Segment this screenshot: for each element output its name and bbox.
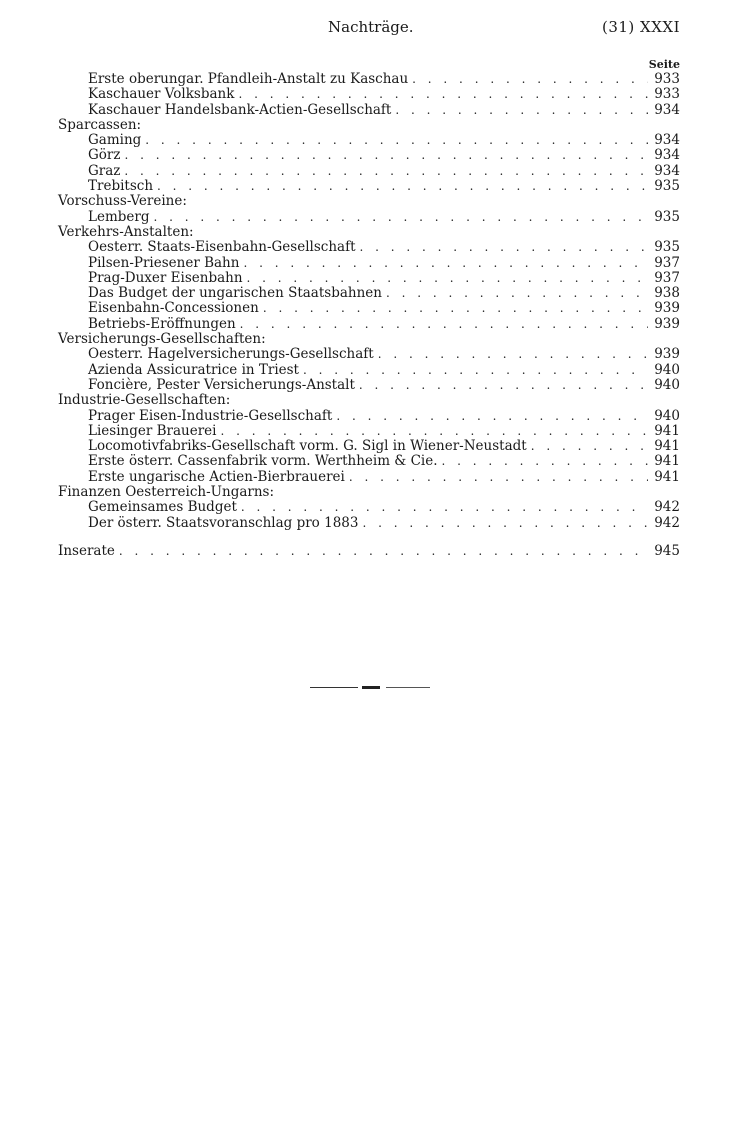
dot-leader: [220, 424, 648, 439]
toc-entry-label: Verkehrs-Anstalten:: [58, 223, 194, 240]
toc-entry-page: 942: [654, 514, 680, 531]
dot-leader: [336, 409, 648, 424]
ornamental-rule: [310, 686, 430, 690]
toc-entry: [58, 240, 680, 255]
toc-entry-page: 945: [654, 542, 680, 559]
toc-entry-page: 939: [654, 346, 680, 363]
toc-entry-label: Trebitsch: [88, 178, 154, 195]
page-number: (31) XXXI: [601, 18, 680, 36]
toc-entry-label: Finanzen Oesterreich-Ungarns:: [58, 484, 275, 501]
toc-entry: [58, 256, 680, 271]
toc-entry: [58, 301, 680, 316]
dot-leader: [238, 87, 648, 102]
toc-entry-page: 939: [654, 315, 680, 332]
dot-leader: [359, 378, 648, 393]
toc-section-heading: [58, 225, 680, 240]
dot-leader: [241, 500, 648, 515]
toc-entry-label: Gemeinsames Budget: [88, 499, 237, 516]
toc-entry-page: 940: [654, 361, 680, 378]
dot-leader: [349, 470, 648, 485]
toc-entry-label: Versicherungs-Gesellschaften:: [58, 331, 266, 348]
toc-entry: [58, 133, 680, 148]
toc-entry-label: Inserate: [58, 542, 115, 559]
toc-entry-label: Azienda Assicuratrice in Triest: [88, 361, 299, 378]
toc-entry: [58, 439, 680, 454]
toc-entry-page: 942: [654, 499, 680, 516]
toc-entry-page: 941: [654, 438, 680, 455]
toc-section-heading: [58, 194, 680, 209]
dot-leader: [362, 516, 648, 531]
toc-entry: [58, 271, 680, 286]
toc-entry-page: 933: [654, 71, 680, 87]
toc-entry-label: Oesterr. Staats-Eisenbahn-Gesellschaft: [88, 239, 356, 256]
toc-entry-label: Prager Eisen-Industrie-Gesellschaft: [88, 407, 333, 424]
toc-entry-label: Liesinger Brauerei: [88, 422, 217, 439]
toc-entry-label: Kaschauer Handelsbank-Actien-Gesellschaft: [88, 101, 392, 118]
page-header: [58, 18, 680, 40]
toc-entry-label: Graz: [88, 162, 121, 179]
toc-entry: [58, 179, 680, 194]
dot-leader: [124, 164, 648, 179]
toc-entry-page: 934: [654, 132, 680, 149]
toc-entry: [58, 409, 680, 424]
dot-leader: [263, 301, 648, 316]
dot-leader: [124, 148, 648, 163]
toc-entry-label: Prag-Duxer Eisenbahn: [88, 269, 243, 286]
toc-entry: [58, 148, 680, 163]
toc-entry-label: Foncière, Pester Versicherungs-Anstalt: [88, 376, 355, 393]
toc-entry: [58, 378, 680, 393]
toc-entry-page: 934: [654, 147, 680, 164]
toc-entry: [58, 544, 680, 559]
toc-entry-label: Erste österr. Cassenfabrik vorm. Werthheim & Cie.: [88, 453, 438, 470]
toc-entry-label: Vorschuss-Vereine:: [58, 193, 187, 210]
toc-entry-label: Eisenbahn-Concessionen: [88, 300, 259, 317]
toc-entry-label: Erste oberungar. Pfandleih-Anstalt zu Kaschau: [88, 71, 409, 87]
toc-entry-page: 934: [654, 162, 680, 179]
toc-entry-label: Betriebs-Eröffnungen: [88, 315, 236, 332]
toc-entry-page: 934: [654, 101, 680, 118]
toc-entry-label: Lemberg: [88, 208, 150, 225]
toc-entry: [58, 164, 680, 179]
toc-entry-page: 935: [654, 178, 680, 195]
toc-entry: [58, 363, 680, 378]
toc-entry: [58, 103, 680, 118]
table-of-contents: [58, 72, 680, 559]
toc-entry-page: 941: [654, 422, 680, 439]
dot-leader: [119, 544, 648, 559]
toc-entry: [58, 210, 680, 225]
toc-section-heading: [58, 393, 680, 408]
toc-entry-page: 938: [654, 285, 680, 302]
toc-entry-page: 937: [654, 254, 680, 271]
dot-leader: [153, 210, 648, 225]
dot-leader: [243, 256, 648, 271]
dot-leader: [395, 103, 648, 118]
toc-entry: [58, 286, 680, 301]
toc-entry-page: 937: [654, 269, 680, 286]
toc-entry-label: Pilsen-Priesener Bahn: [88, 254, 240, 271]
toc-entry-page: 939: [654, 300, 680, 317]
toc-entry-label: Erste ungarische Actien-Bierbrauerei: [88, 468, 345, 485]
toc-entry-page: 941: [654, 453, 680, 470]
running-title: Nachträge.: [328, 18, 414, 36]
dot-leader: [247, 271, 648, 286]
toc-entry: [58, 516, 680, 531]
toc-entry-page: 935: [654, 208, 680, 225]
toc-entry: [58, 454, 680, 469]
toc-entry-label: Industrie-Gesellschaften:: [58, 392, 231, 409]
dot-leader: [360, 240, 649, 255]
toc-entry: [58, 317, 680, 332]
toc-entry-page: 940: [654, 376, 680, 393]
toc-entry-page: 933: [654, 86, 680, 103]
dot-leader: [386, 286, 648, 301]
toc-entry-label: Kaschauer Volksbank: [88, 86, 235, 103]
dot-leader: [240, 317, 648, 332]
toc-entry: [58, 500, 680, 515]
toc-entry-label: Oesterr. Hagelversicherungs-Gesellschaft: [88, 346, 374, 363]
toc-entry-page: 935: [654, 239, 680, 256]
toc-entry: [58, 424, 680, 439]
dot-leader: [412, 72, 648, 87]
dot-leader: [442, 454, 648, 469]
toc-entry-label: Sparcassen:: [58, 116, 142, 133]
toc-section-heading: [58, 485, 680, 500]
toc-entry-label: Der österr. Staatsvoranschlag pro 1883: [88, 514, 359, 531]
dot-leader: [303, 363, 648, 378]
toc-entry: [58, 347, 680, 362]
toc-entry-label: Das Budget der ungarischen Staatsbahnen: [88, 285, 382, 302]
toc-entry: [58, 470, 680, 485]
toc-entry-label: Gaming: [88, 132, 142, 149]
toc-section-heading: [58, 118, 680, 133]
dot-leader: [378, 347, 648, 362]
toc-entry: [58, 72, 680, 87]
dot-leader: [145, 133, 648, 148]
dot-leader: [531, 439, 648, 454]
toc-entry-label: Locomotivfabriks-Gesellschaft vorm. G. Sigl in Wiener-Neustadt: [88, 438, 527, 455]
toc-entry-label: Görz: [88, 147, 121, 164]
toc-section-heading: [58, 332, 680, 347]
toc-entry-page: 941: [654, 468, 680, 485]
page-column-label: Seite: [648, 58, 680, 71]
toc-entry-page: 940: [654, 407, 680, 424]
toc-entry: [58, 87, 680, 102]
dot-leader: [157, 179, 648, 194]
